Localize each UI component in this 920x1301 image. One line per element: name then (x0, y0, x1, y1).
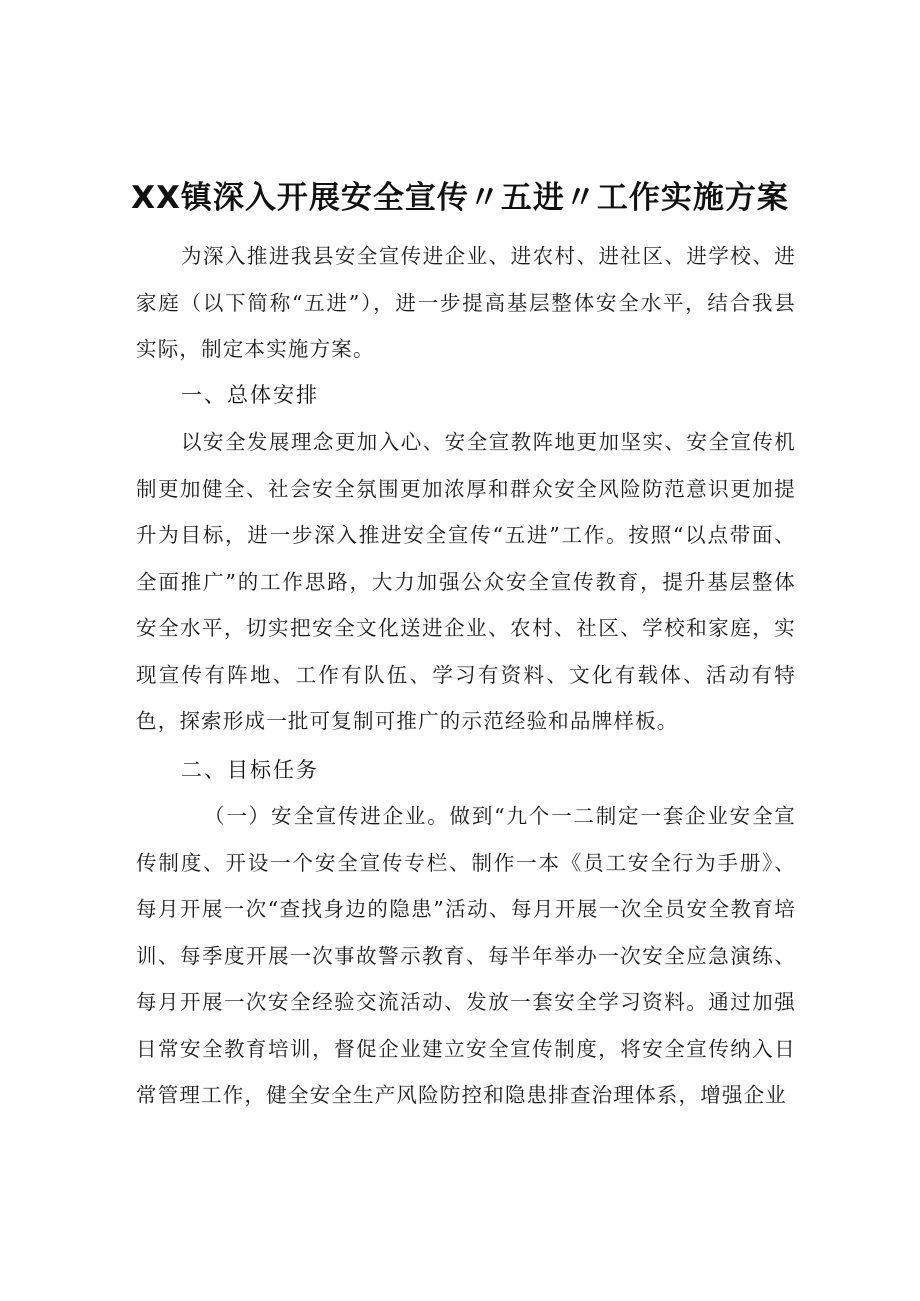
section-heading-goals-tasks: 二、目标任务 (181, 758, 319, 782)
overall-arrangement-paragraph: 以安全发展理念更加入心、安全宣教阵地更加坚实、安全宣传机制更加健全、社会安全氛围更加浓厚和群众安全风险防范意识更加提升为目标，进一步深入推进安全宣传“五进”工作。按照“以点带面、全面推广”的工作思路，大力加强公众安全宣传教育，提升基层整体安全水平，切实把安全文化送进企业、农村、社区、学校和家庭，实现宣传有阵地、工作有队伍、学习有资料、文化有载体、活动有特色，探索形成一批可复制可推广的示范经验和品牌样板。 (136, 430, 796, 733)
document-title: XX镇深入开展安全宣传〃五进〃工作实施方案 (131, 180, 789, 216)
section-heading-overall-arrangement: 一、总体安排 (181, 383, 319, 407)
enterprise-task-paragraph: （一）安全宣传进企业。做到“九个一二制定一套企业安全宣传制度、开设一个安全宣传专栏、制作一本《员工安全行为手册》、每月开展一次“查找身边的隐患”活动、每月开展一次全员安全教育培训、每季度开展一次事故警示教育、每半年举办一次安全应急演练、每月开展一次安全经验交流活动、发放一套安全学习资料。通过加强日常安全教育培训，督促企业建立安全宣传制度，将安全宣传纳入日常管理工作，健全安全生产风险防控和隐患排查治理体系，增强企业 (136, 804, 796, 1107)
intro-paragraph: 为深入推进我县安全宣传进企业、进农村、进社区、进学校、进家庭（以下简称“五进”），进一步提高基层整体安全水平，结合我县实际，制定本实施方案。 (136, 244, 796, 361)
